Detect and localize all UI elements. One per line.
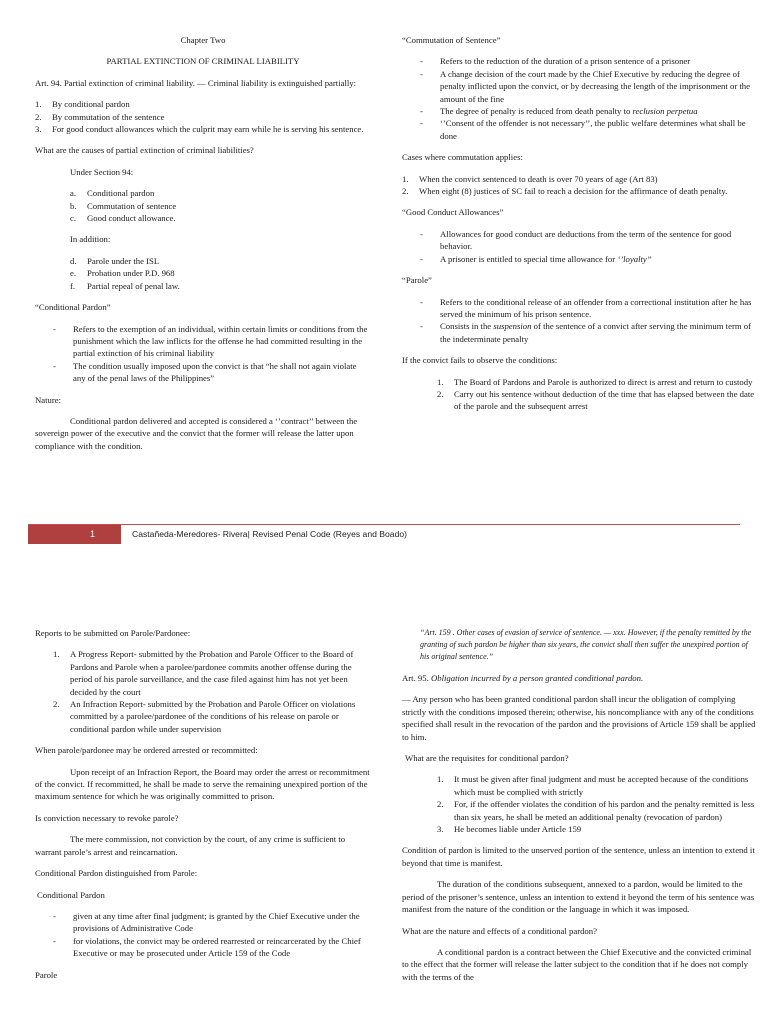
page1-left-column — [35, 34, 371, 452]
list-item: 1. A Progress Report- submitted by the Probation and Parole Officer to the Board of Pardons and Parole when a parolee/pardonee commits another offense during the period of his parole surveillance, and the case filed against him has not yet been decided by the court — [53, 649, 354, 697]
fail-heading: If the convict fails to observe the conditions: — [402, 355, 558, 366]
cases-heading: Cases where commutation applies: — [402, 152, 523, 163]
commutation-list — [402, 55, 757, 142]
under-section-label: Under Section 94: — [70, 166, 134, 177]
conditional-pardon-sub-list — [35, 910, 371, 960]
list-item: - Consists in the suspension of the sentence of a convict after serving the minimum term of the indeterminate penalty — [402, 320, 757, 345]
list-item: - for violations, the convict may be ordered rearrested or reincarcerated by the Chief Executive or may be prosecuted under Article 159 of the Code — [35, 935, 371, 960]
parole-subheading: Parole — [35, 969, 58, 980]
page-number-box — [28, 525, 121, 544]
list-item: - Allowances for good conduct are deductions from the term of the sentence for good behavior. — [402, 228, 757, 253]
list-item: 3. For good conduct allowances which the culprit may earn while he is serving his sentence. — [35, 124, 364, 135]
fail-list — [402, 376, 757, 413]
nature-question: What are the nature and effects of a conditional pardon? — [402, 925, 597, 936]
nature-label: Nature: — [35, 394, 62, 405]
page-number: 1 — [90, 529, 96, 539]
list-item: - given at any time after final judgment; is granted by the Chief Executive under the provisions of Administrative Code — [35, 910, 371, 935]
list-item: - ‘’Consent of the offender is not necessary’’, the public welfare determines what shall be done — [402, 117, 757, 142]
causes-question: What are the causes of partial extinction of criminal liabilities? — [35, 145, 254, 156]
list-item: - The condition usually imposed upon the convict is that “he shall not again violate any of the penal laws of the Philippines” — [35, 360, 371, 385]
requisites-list — [402, 773, 757, 835]
list-item: - Refers to the conditional release of an offender from a correctional institution after he has served the minimum of his prison sentence. — [402, 296, 757, 321]
limited-paragraph: Condition of pardon is limited to the unserved portion of the sentence, unless an intention to extend it beyond that time is manifest. — [402, 845, 755, 868]
requisites-question: What are the requisites for conditional pardon? — [405, 753, 569, 764]
art94-list — [35, 98, 371, 135]
distinguished-heading: Conditional Pardon distinguished from Parole: — [35, 868, 198, 879]
page1-right-column — [402, 34, 757, 413]
list-item: 2. Carry out his sentence without deduction of the time that has elapsed between the date of the parole and the subsequent arrest — [437, 388, 755, 412]
good-conduct-heading: “Good Conduct Allowances” — [402, 207, 504, 218]
page2-right-column — [402, 627, 757, 983]
page-footer — [28, 524, 740, 546]
conditional-pardon-subheading: Conditional Pardon — [37, 889, 105, 900]
reports-list — [35, 648, 371, 735]
section94-list — [35, 187, 371, 224]
list-item: - Refers to the exemption of an individual, within certain limits or conditions from the punishment which the law inflicts for the offense he had committed resulting in the partial extinction of his criminal liability — [35, 323, 371, 360]
conviction-paragraph: The mere commission, not conviction by the court, of any crime is sufficient to warrant parole’s arrest and reincarnation. — [35, 834, 346, 857]
list-item: 2. For, if the offender violates the condition of his pardon and the penalty remitted is less than six years, he shall be meted an additional penalty (revocation of pardon) — [437, 799, 755, 822]
list-item: - Refers to the reduction of the duration of a prison sentence of a prisoner — [402, 55, 757, 67]
list-item: 1. The Board of Pardons and Parole is authorized to direct is arrest and return to custody — [437, 376, 753, 387]
list-item: 2. When eight (8) justices of SC fail to reach a decision for the affirmance of death penalty. — [402, 186, 728, 197]
rearrest-heading: When parole/pardonee may be ordered arrested or recommitted: — [35, 745, 258, 756]
page2-left-column — [35, 627, 371, 981]
conviction-question: Is conviction necessary to revoke parole? — [35, 812, 179, 823]
list-item: 1. It must be given after final judgment and must be accepted because of the conditions which must be complied with strictly — [437, 774, 749, 797]
good-conduct-list — [402, 228, 757, 265]
reports-heading: Reports to be submitted on Parole/Pardonee: — [35, 628, 191, 638]
in-addition-label: In addition: — [70, 234, 111, 245]
conditional-pardon-heading: “Conditional Pardon” — [35, 302, 111, 313]
list-item: 3. He becomes liable under Article 159 — [437, 824, 582, 835]
list-item: a. Conditional pardon — [70, 188, 155, 199]
chapter-title: PARTIAL EXTINCTION OF CRIMINAL LIABILITY — [106, 56, 300, 67]
list-item: c. Good conduct allowance. — [70, 213, 176, 224]
art159-quote: “Art. 159 . Other cases of evasion of service of sentence. — xxx. However, if the penalty remitted by the granting of such pardon be higher than six years, the convict shall then suffer the unexpired portion of his original sentence.” — [420, 628, 752, 661]
list-item: d. Parole under the ISL — [70, 255, 160, 266]
footer-text: Castañeda-Meredores- Rivera| Revised Penal Code (Reyes and Boado) — [132, 529, 407, 539]
list-item: e. Probation under P.D. 968 — [70, 268, 175, 279]
duration-paragraph: The duration of the conditions subsequent, annexed to a pardon, would be limited to the period of the prisoner’s sentence, unless an intention to extend it beyond the term of his sentence was manifest from the nature of the condition or the language in which it was imposed. — [402, 879, 755, 915]
conditional-pardon-list — [35, 323, 371, 385]
commutation-heading: “Commutation of Sentence” — [402, 35, 501, 45]
art95-heading: Art. 95. Obligation incurred by a person granted conditional pardon. — [402, 673, 644, 683]
cases-list — [402, 173, 757, 198]
parole-heading: “Parole” — [402, 275, 432, 286]
list-item: b. Commutation of sentence — [70, 200, 177, 211]
list-item: - The degree of penalty is reduced from death penalty to reclusion perpetua — [402, 105, 757, 117]
list-item: 2. By commutation of the sentence — [35, 111, 165, 122]
list-item: - A prisoner is entitled to special time allowance for ‘’loyalty’’ — [402, 253, 757, 265]
list-item: 2. An Infraction Report- submitted by the Probation and Parole Officer on violations committed by a parolee/pardonee of the conditions of his release on parole or conditional pardon while under supervision — [53, 699, 356, 734]
nature-paragraph: Conditional pardon delivered and accepted is considered a ‘’contract’’ between the sovereign power of the executive and the convict that the former will release the latter upon compliance with the condition. — [35, 415, 358, 451]
art95-paragraph: — Any person who has been granted conditional pardon shall incur the obligation of complying strictly with the conditions imposed therein; otherwise, his noncompliance with any of the conditions specified shall result in the revocation of the pardon and the provisions of Article 159 shall be applied to him. — [402, 694, 756, 742]
nature-effects-paragraph: A conditional pardon is a contract between the Chief Executive and the convicted criminal to the effect that the former will release the latter subject to the condition that if he does not comply with the terms of the — [402, 946, 752, 982]
rearrest-paragraph: Upon receipt of an Infraction Report, the Board may order the arrest or recommitment of the convict. If recommitted, he shall be made to serve the remaining unexpired portion of the maximum sentence for which he was originally committed to prison. — [35, 766, 370, 802]
list-item: - A change decision of the court made by the Chief Executive by reducing the degree of penalty inflicted upon the convict, or by decreasing the length of the imprisonment or the amount of the fine — [402, 68, 757, 105]
addition-list — [35, 255, 371, 292]
list-item: 1. By conditional pardon — [35, 99, 130, 110]
list-item: f. Partial repeal of penal law. — [70, 280, 180, 291]
list-item: 1. When the convict sentenced to death is over 70 years of age (Art 83) — [402, 173, 658, 184]
parole-list — [402, 296, 757, 346]
art94-text: Art. 94. Partial extinction of criminal liability. — Criminal liability is extinguished partially: — [35, 77, 357, 88]
chapter-heading: Chapter Two — [180, 35, 226, 45]
